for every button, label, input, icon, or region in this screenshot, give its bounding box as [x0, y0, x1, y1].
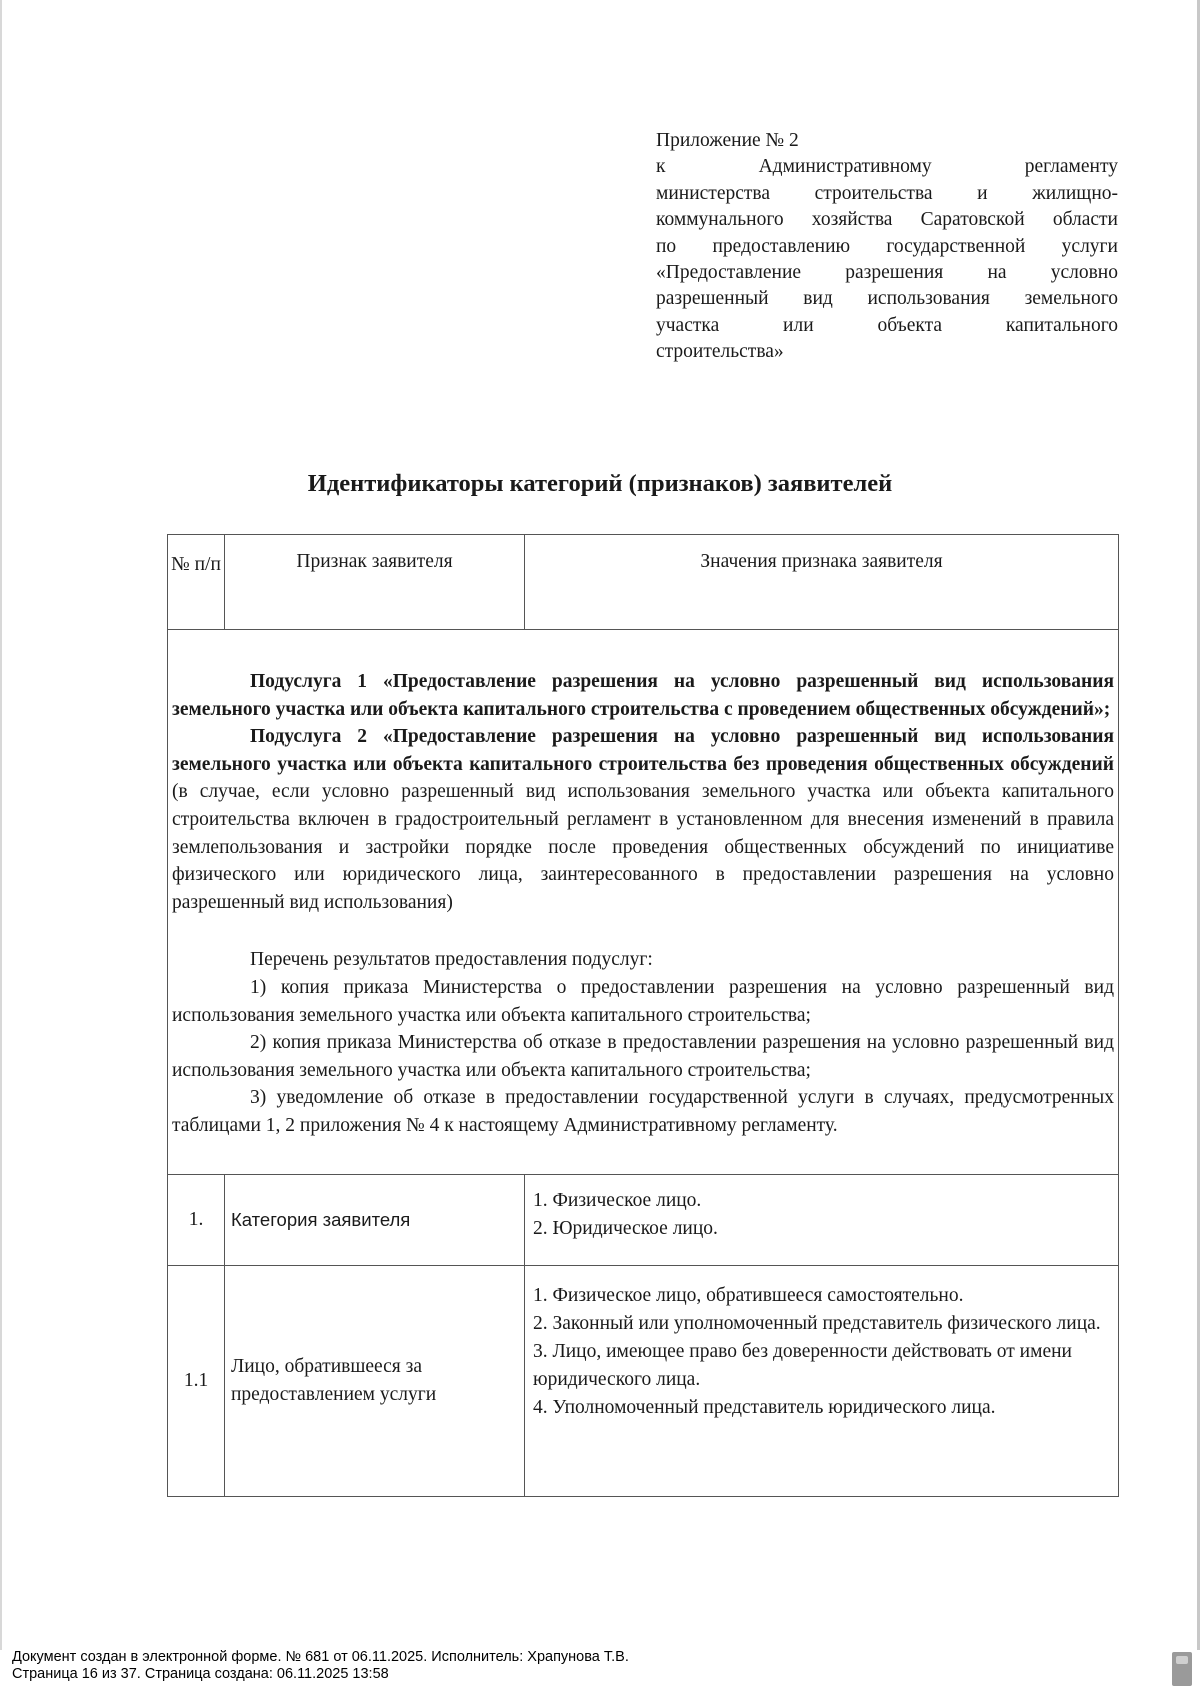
- subservice-2-bold: Подуслуга 2 «Предоставление разрешения на условно разрешенный вид использования земельного участка или объекта капитального строительства без проведения общественных обсуждений: [172, 726, 1114, 775]
- result-1: 1) копия приказа Министерства о предоставлении разрешения на условно разрешенный вид использования земельного участка или объекта капитального строительства;: [172, 976, 1114, 1026]
- appendix-line-8: участка или объекта капитального: [656, 314, 1118, 336]
- row-value: 2. Законный или уполномоченный представитель физического лица.: [533, 1312, 1101, 1334]
- footer-line-2: Страница 16 из 37. Страница создана: 06.11.2025 13:58: [12, 1666, 389, 1682]
- appendix-note: [656, 128, 1118, 366]
- row-values: [525, 1265, 1119, 1496]
- header-attribute: Признак заявителя: [225, 535, 525, 630]
- row-number: 1.: [168, 1174, 225, 1265]
- scan-edge-left: [0, 0, 2, 1650]
- row-value: 1. Физическое лицо.: [533, 1189, 702, 1211]
- subservice-1: Подуслуга 1 «Предоставление разрешения на условно разрешенный вид использования земельного участка или объекта капитального строительства с проведением общественных обсуждений»;: [172, 671, 1114, 720]
- row-label: Категория заявителя: [225, 1174, 525, 1265]
- document-stamp-icon: [1172, 1652, 1192, 1686]
- row-label: Лицо, обратившееся за предоставлением услуги: [225, 1265, 525, 1496]
- table-span-row: [168, 630, 1119, 1175]
- row-value: 2. Юридическое лицо.: [533, 1217, 718, 1239]
- row-values: [525, 1174, 1119, 1265]
- subservice-2-rest: (в случае, если условно разрешенный вид использования земельного участка или объекта капитального строительства включен в градостроительный регламент в установленном для внесения изменений в правила землепользования и застройки порядке после проведения общественных обсуждений по инициативе физического или юридического лица, заинтересованного в предоставлении разрешения на условно разрешенный вид использования): [172, 781, 1114, 913]
- subservices-cell: [168, 630, 1119, 1175]
- appendix-line-2: к Административному регламенту: [656, 156, 1118, 178]
- header-number: № п/п: [168, 535, 225, 630]
- header-values: Значения признака заявителя: [525, 535, 1119, 630]
- appendix-line-4: коммунального хозяйства Саратовской области: [656, 209, 1118, 231]
- document-title: Идентификаторы категорий (признаков) заявителей: [307, 470, 893, 497]
- table-row: [168, 1174, 1119, 1265]
- row-value: 4. Уполномоченный представитель юридического лица.: [533, 1396, 996, 1418]
- appendix-line-6: «Предоставление разрешения на условно: [656, 262, 1118, 284]
- subservice-2: [172, 723, 1114, 916]
- result-2: 2) копия приказа Министерства об отказе в предоставлении разрешения на условно разрешенный вид использования земельного участка или объекта капитального строительства;: [172, 1032, 1114, 1081]
- result-3: 3) уведомление об отказе в предоставлении государственной услуги в случаях, предусмотренных таблицами 1, 2 приложения № 4 к настоящему Административному регламенту.: [172, 1087, 1114, 1136]
- appendix-line-3: министерства строительства и жилищно-: [656, 182, 1118, 204]
- row-number: 1.1: [168, 1265, 225, 1496]
- appendix-line-1: Приложение № 2: [656, 130, 799, 151]
- footer-line-1: Документ создан в электронной форме. № 681 от 06.11.2025. Исполнитель: Храпунова Т.В.: [12, 1649, 629, 1665]
- row-value: 1. Физическое лицо, обратившееся самостоятельно.: [533, 1284, 964, 1306]
- footer-stamp: [12, 1649, 629, 1683]
- appendix-line-5: по предоставлению государственной услуги: [656, 235, 1118, 257]
- row-value: 3. Лицо, имеющее право без доверенности действовать от имени юридического лица.: [533, 1340, 1072, 1390]
- results-intro: Перечень результатов предоставления подуслуг:: [250, 949, 653, 971]
- appendix-line-7: разрешенный вид использования земельного: [656, 288, 1118, 310]
- table-header-row: [168, 535, 1119, 630]
- applicant-categories-table: [167, 534, 1119, 1497]
- table-row: [168, 1265, 1119, 1496]
- appendix-line-9: строительства»: [656, 341, 784, 363]
